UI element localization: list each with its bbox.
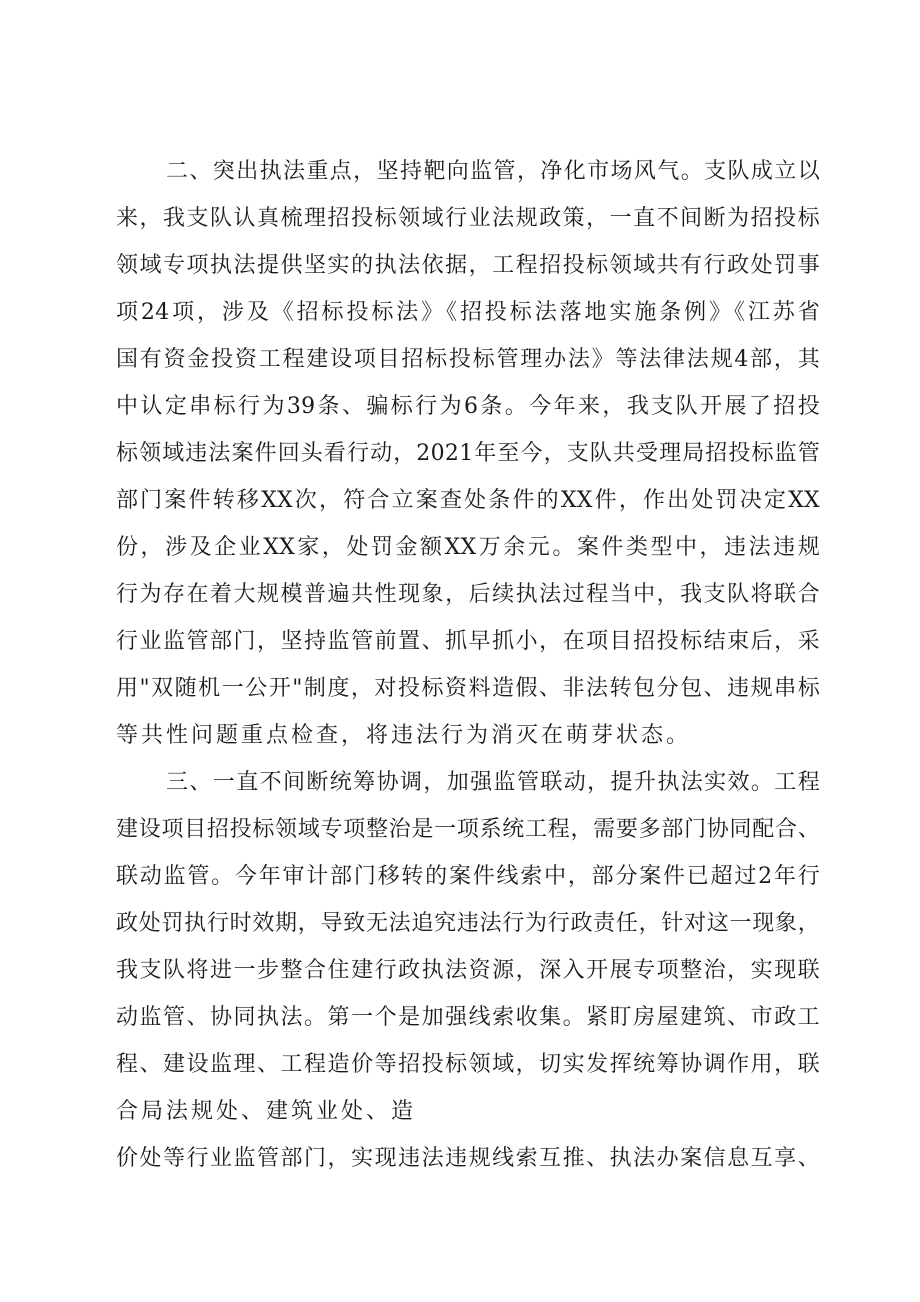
paragraph-3-line-2: 建设项目招投标领域专项整治是一项系统工程，需要多部门协同配合、 [116, 817, 820, 842]
paragraph-2-line-2: 来，我支队认真梳理招投标领域行业法规政策，一直不间断为招投标 [116, 206, 820, 231]
paragraph-3-line-8: 合局法规处、建筑业处、造 [116, 1099, 417, 1124]
paragraph-2-line-11: 行业监管部门，坚持监管前置、抓早抓小，在项目招投标结束后，采 [116, 629, 820, 654]
paragraph-2-line-13: 等共性问题重点检查，将违法行为消灭在萌芽状态。 [116, 723, 692, 748]
paragraph-2-line-5: 国有资金投资工程建设项目招标投标管理办法》等法律法规4部，其 [116, 347, 820, 372]
paragraph-2-line-10: 行为存在着大规模普遍共性现象，后续执法过程当中，我支队将联合 [116, 582, 820, 607]
paragraph-2-line-12: 用"双随机一公开"制度，对投标资料造假、非法转包分包、违规串标 [116, 676, 820, 701]
paragraph-3-line-5: 我支队将进一步整合住建行政执法资源，深入开展专项整治，实现联 [116, 958, 820, 983]
paragraph-3-line-1: 三、一直不间断统筹协调，加强监管联动，提升执法实效。工程 [166, 770, 820, 795]
paragraph-2-line-7: 标领域违法案件回头看行动，2021年至今，支队共受理局招投标监管 [116, 441, 820, 466]
paragraph-2-line-8: 部门案件转移XX次，符合立案查处条件的XX件，作出处罚决定XX [116, 488, 820, 513]
paragraph-3-line-7: 程、建设监理、工程造价等招投标领域，切实发挥统筹协调作用，联 [116, 1052, 820, 1077]
paragraph-3-line-3: 联动监管。今年审计部门移转的案件线索中，部分案件已超过2年行 [116, 864, 820, 889]
paragraph-2-line-6: 中认定串标行为39条、骗标行为6条。今年来，我支队开展了招投 [116, 394, 820, 419]
paragraph-3-line-9: 价处等行业监管部门，实现违法违规线索互推、执法办案信息互享、 [116, 1146, 820, 1171]
paragraph-3-line-4: 政处罚执行时效期，导致无法追究违法行为行政责任，针对这一现象， [116, 911, 820, 936]
paragraph-2-line-3: 领域专项执法提供坚实的执法依据，工程招投标领域共有行政处罚事 [116, 253, 820, 278]
paragraph-2-line-9: 份，涉及企业XX家，处罚金额XX万余元。案件类型中，违法违规 [116, 535, 820, 560]
paragraph-3-line-6: 动监管、协同执法。第一个是加强线索收集。紧盯房屋建筑、市政工 [116, 1005, 820, 1030]
paragraph-2-line-4: 项24项，涉及《招标投标法》《招投标法落地实施条例》《江苏省 [116, 300, 820, 325]
paragraph-2-line-1: 二、突出执法重点，坚持靶向监管，净化市场风气。支队成立以 [166, 159, 820, 184]
